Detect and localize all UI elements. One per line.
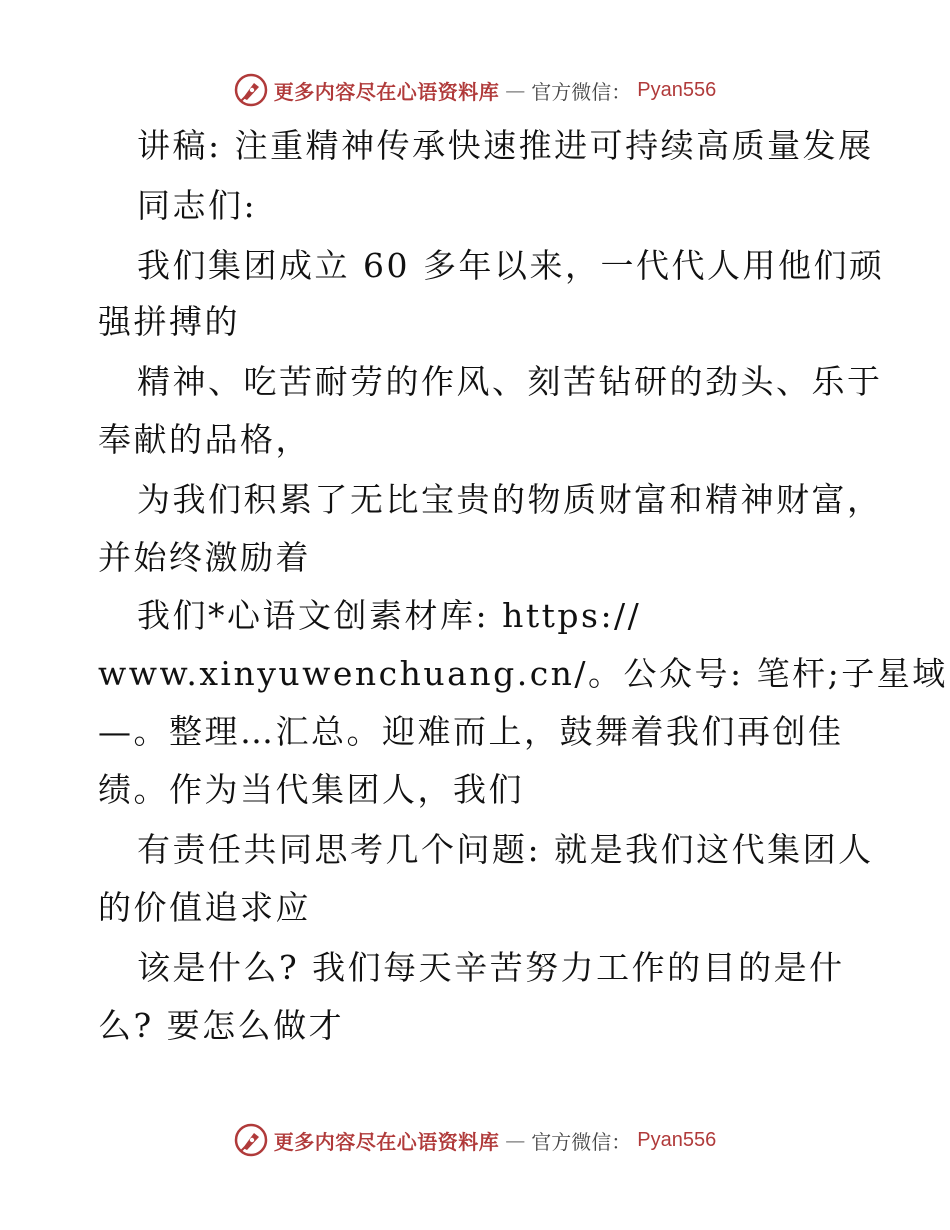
footer-banner: [0, 1122, 950, 1158]
doc-line-para4: 我们*心语文创素材库: https://: [137, 596, 642, 635]
footer-separator: —: [505, 1128, 526, 1152]
doc-line-title: 讲稿: 注重精神传承快速推进可持续高质量发展: [137, 126, 874, 165]
doc-line-para5: 有责任共同思考几个问题: 就是我们这代集团人: [137, 830, 874, 869]
doc-line-para6-cont: 么? 要怎么做才: [98, 1006, 345, 1045]
header-wechat-id: Pyan556: [637, 78, 717, 101]
doc-line-salutation: 同志们:: [137, 186, 258, 225]
doc-line-para5-cont: 的价值追求应: [98, 888, 311, 927]
doc-line-para2: 精神、吃苦耐劳的作风、刻苦钻研的劲头、乐于: [137, 362, 883, 401]
doc-line-para4-url: www.xinyuwenchuang.cn/。公众号: 笔杆;子星域: [98, 654, 948, 693]
doc-line-para6: 该是什么? 我们每天辛苦努力工作的目的是什: [137, 948, 845, 987]
pen-nib-logo-icon: [234, 1123, 268, 1157]
doc-line-para4-cont: —。整理…汇总。迎难而上，鼓舞着我们再创佳: [98, 712, 844, 751]
footer-wechat-label: 官方微信：: [531, 1129, 632, 1154]
doc-line-para1-cont: 强拼搏的: [98, 302, 240, 341]
doc-line-para3-cont: 并始终激励着: [98, 538, 311, 577]
doc-line-para1: 我们集团成立 60 多年以来，一代代人用他们顽: [137, 246, 885, 285]
doc-line-para3: 为我们积累了无比宝贵的物质财富和精神财富，: [137, 480, 883, 519]
pen-nib-logo-icon: [234, 73, 268, 107]
footer-brand-text: 更多内容尽在心语资料库: [273, 1129, 500, 1154]
header-brand-text: 更多内容尽在心语资料库: [273, 79, 500, 104]
header-banner: [0, 72, 950, 108]
footer-wechat-id: Pyan556: [637, 1128, 717, 1151]
doc-line-para4-end: 绩。作为当代集团人，我们: [98, 770, 524, 809]
header-separator: —: [505, 78, 526, 102]
doc-line-para2-cont: 奉献的品格，: [98, 420, 311, 459]
header-wechat-label: 官方微信：: [531, 79, 632, 104]
